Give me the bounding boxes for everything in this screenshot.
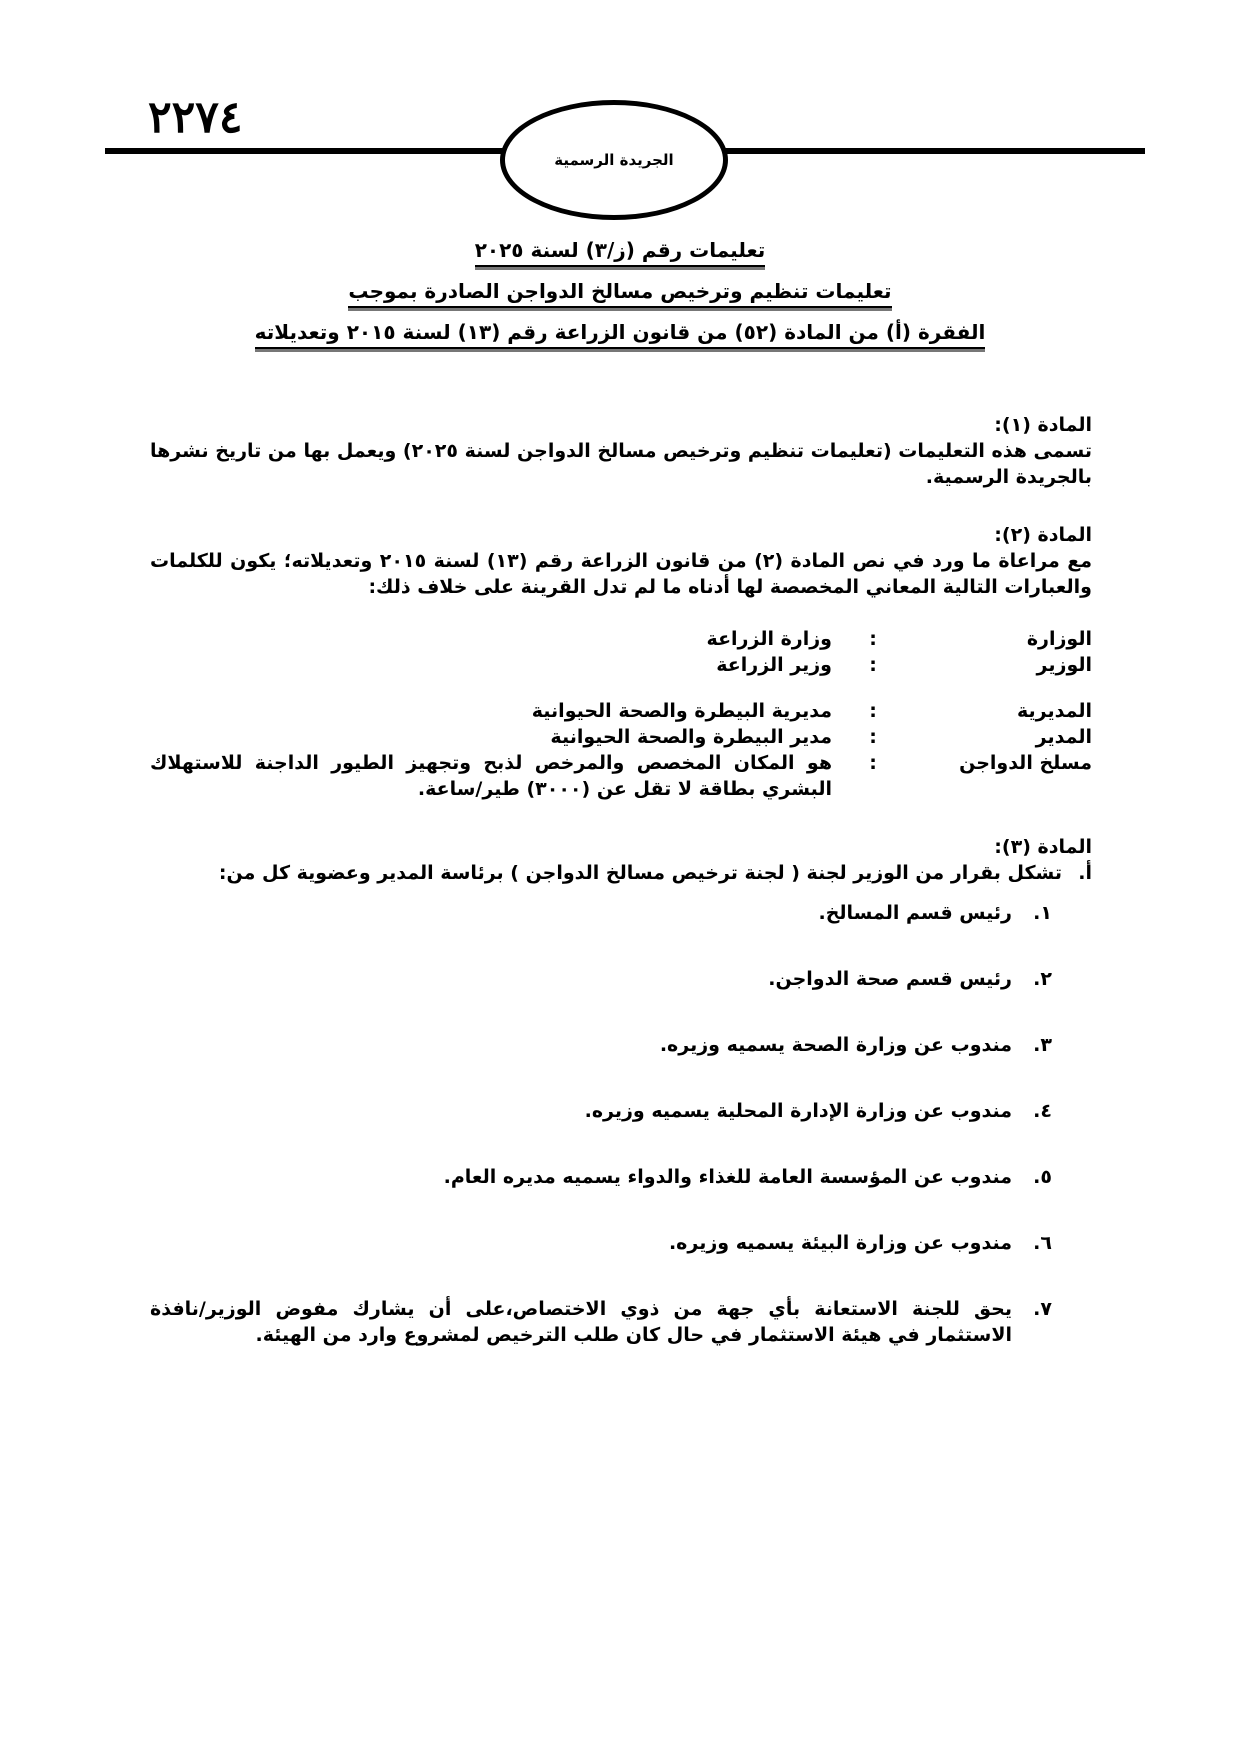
list-item-text: مندوب عن وزارة البيئة يسميه وزيره. [668,1232,1012,1254]
document-title [200,238,1040,361]
definitions-table [150,626,1092,802]
definition-row [150,652,1092,678]
list-item-number: ٦. [1033,1232,1052,1254]
definition-value: وزارة الزراعة [706,628,832,650]
list-item-number: ٥. [1033,1166,1052,1188]
definition-term: مسلخ الدواجن [959,752,1092,774]
definition-value: هو المكان المخصص والمرخص لذبح وتجهيز الطيور الداجنة للاستهلاك البشري بطاقة لا تقل عن (٣٠٠٠) طير/ساعة. [150,752,832,800]
definition-colon: : [869,726,877,748]
list-item-number: ٣. [1033,1034,1052,1056]
article-heading: المادة (١): [994,414,1092,436]
definition-term: الوزارة [1026,628,1092,650]
list-item [150,1296,1052,1348]
list-item [150,1032,1052,1058]
list-item-text: رئيس قسم المسالخ. [818,902,1012,924]
title-line-2 [200,279,1040,303]
list-item [150,1230,1052,1256]
definition-term: المديرية [1017,700,1092,722]
spacer [150,490,1092,522]
list-item-number: ٤. [1033,1100,1052,1122]
definition-value: مديرية البيطرة والصحة الحيوانية [531,700,832,722]
article-heading: المادة (٣): [994,836,1092,858]
list-item [150,1164,1052,1190]
definition-colon: : [869,628,877,650]
page-number: ٢٢٧٤ [148,92,243,143]
title-line-1 [200,238,1040,262]
definition-value: مدير البيطرة والصحة الحيوانية [550,726,832,748]
document-body [150,412,1092,1348]
title-line-3 [200,320,1040,344]
list-item-text: رئيس قسم صحة الدواجن. [768,968,1012,990]
committee-members-list [150,900,1052,1348]
list-item-text: مندوب عن وزارة الصحة يسميه وزيره. [659,1034,1012,1056]
list-item-number: ٢. [1033,968,1052,990]
definition-row [150,626,1092,652]
gazette-emblem [500,100,728,220]
clause-a [150,860,1092,886]
definition-row [150,724,1092,750]
spacer [150,802,1092,834]
definition-value: وزير الزراعة [716,654,832,676]
list-item [150,1098,1052,1124]
definition-term: المدير [1035,726,1092,748]
list-item [150,966,1052,992]
list-item-number: ٧. [1033,1298,1052,1320]
article-text: مع مراعاة ما ورد في نص المادة (٢) من قانون الزراعة رقم (١٣) لسنة ٢٠١٥ وتعديلاته؛ يكون للكلمات والعبارات التالية المعاني المخصصة لها أدناه ما لم تدل القرينة على خلاف ذلك: [150,550,1092,598]
title-line-3-text: الفقرة (أ) من المادة (٥٢) من قانون الزراعة رقم (١٣) لسنة ٢٠١٥ وتعديلاته [255,320,986,349]
definition-row [150,698,1092,724]
gazette-name: الجريدة الرسمية [554,151,674,169]
article-heading: المادة (٢): [994,524,1092,546]
list-item-text: مندوب عن وزارة الإدارة المحلية يسميه وزيره. [584,1100,1012,1122]
clause-text: تشكل بقرار من الوزير لجنة ( لجنة ترخيص مسالخ الدواجن ) برئاسة المدير وعضوية كل من: [218,862,1062,884]
list-item-number: ١. [1033,902,1052,924]
list-item-text: يحق للجنة الاستعانة بأي جهة من ذوي الاختصاص،على أن يشارك مفوض الوزير/نافذة الاستثمار في هيئة الاستثمار في حال كان طلب الترخيص لمشروع وارد من الهيئة. [150,1298,1012,1346]
spacer [150,678,1092,698]
clause-marker: أ. [1078,862,1092,884]
definition-row [150,750,1092,802]
title-line-1-text: تعليمات رقم (ز/٣) لسنة ٢٠٢٥ [475,238,766,267]
title-line-2-text: تعليمات تنظيم وترخيص مسالخ الدواجن الصادرة بموجب [348,279,891,308]
definition-colon: : [869,654,877,676]
definition-colon: : [869,752,877,774]
article-3 [150,834,1092,1348]
list-item [150,900,1052,926]
article-1 [150,412,1092,490]
article-text: تسمى هذه التعليمات (تعليمات تنظيم وترخيص مسالخ الدواجن لسنة ٢٠٢٥) ويعمل بها من تاريخ نشرها بالجريدة الرسمية. [150,440,1092,488]
definition-term: الوزير [1036,654,1092,676]
list-item-text: مندوب عن المؤسسة العامة للغذاء والدواء يسميه مديره العام. [443,1166,1012,1188]
article-2 [150,522,1092,802]
definition-colon: : [869,700,877,722]
